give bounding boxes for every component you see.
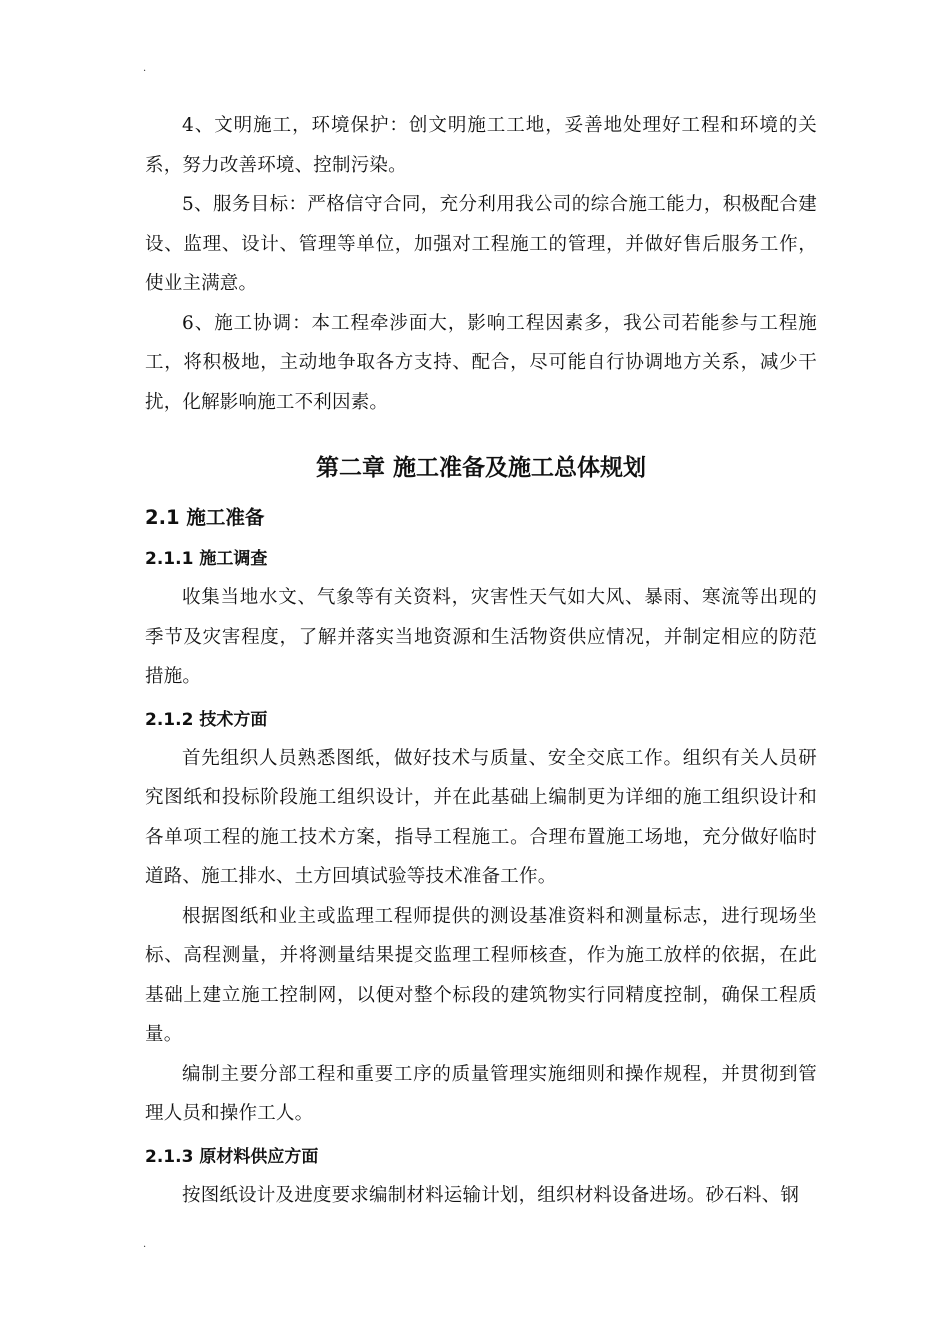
- subsection-title-survey: 2.1.1 施工调查: [145, 549, 268, 569]
- footer-mark: .: [143, 1239, 147, 1250]
- paragraph-technical-2: 根据图纸和业主或监理工程师提供的测设基准资料和测量标志，进行现场坐标、高程测量，并将测量结果提交监理工程师核查，作为施工放样的依据，在此基础上建立施工控制网，以便对整个标段的建筑物实行同精度控制，确保工程质量。: [145, 905, 817, 1045]
- paragraph-construction-coordination: 6、施工协调：本工程牵涉面大，影响工程因素多，我公司若能参与工程施工，将积极地，主动地争取各方支持、配合，尽可能自行协调地方关系，减少干扰，化解影响施工不利因素。: [145, 312, 817, 413]
- paragraph-technical-1: 首先组织人员熟悉图纸，做好技术与质量、安全交底工作。组织有关人员研究图纸和投标阶段施工组织设计，并在此基础上编制更为详细的施工组织设计和各单项工程的施工技术方案，指导工程施工。合理布置施工场地，充分做好临时道路、施工排水、土方回填试验等技术准备工作。: [145, 747, 817, 887]
- section-title: 2.1 施工准备: [145, 506, 265, 529]
- subsection-title-technical: 2.1.2 技术方面: [145, 709, 268, 730]
- paragraph-civilized-construction: 4、文明施工，环境保护：创文明施工工地，妥善地处理好工程和环境的关系，努力改善环境、控制污染。: [145, 115, 817, 176]
- header-mark: .: [143, 63, 147, 74]
- subsection-title-materials: 2.1.3 原材料供应方面: [145, 1146, 319, 1167]
- paragraph-service-target: 5、服务目标：严格信守合同，充分利用我公司的综合施工能力，积极配合建设、监理、设计、管理等单位，加强对工程施工的管理，并做好售后服务工作，使业主满意。: [145, 194, 817, 294]
- chapter-title: 第二章 施工准备及施工总体规划: [315, 455, 646, 481]
- paragraph-survey: 收集当地水文、气象等有关资料，灾害性天气如大风、暴雨、寒流等出现的季节及灾害程度，了解并落实当地资源和生活物资供应情况，并制定相应的防范措施。: [145, 587, 817, 687]
- paragraph-materials: 按图纸设计及进度要求编制材料运输计划，组织材料设备进场。砂石料、钢: [182, 1184, 800, 1206]
- paragraph-technical-3: 编制主要分部工程和重要工序的质量管理实施细则和操作规程，并贯彻到管理人员和操作工人。: [145, 1063, 817, 1124]
- page-content: [145, 106, 817, 1215]
